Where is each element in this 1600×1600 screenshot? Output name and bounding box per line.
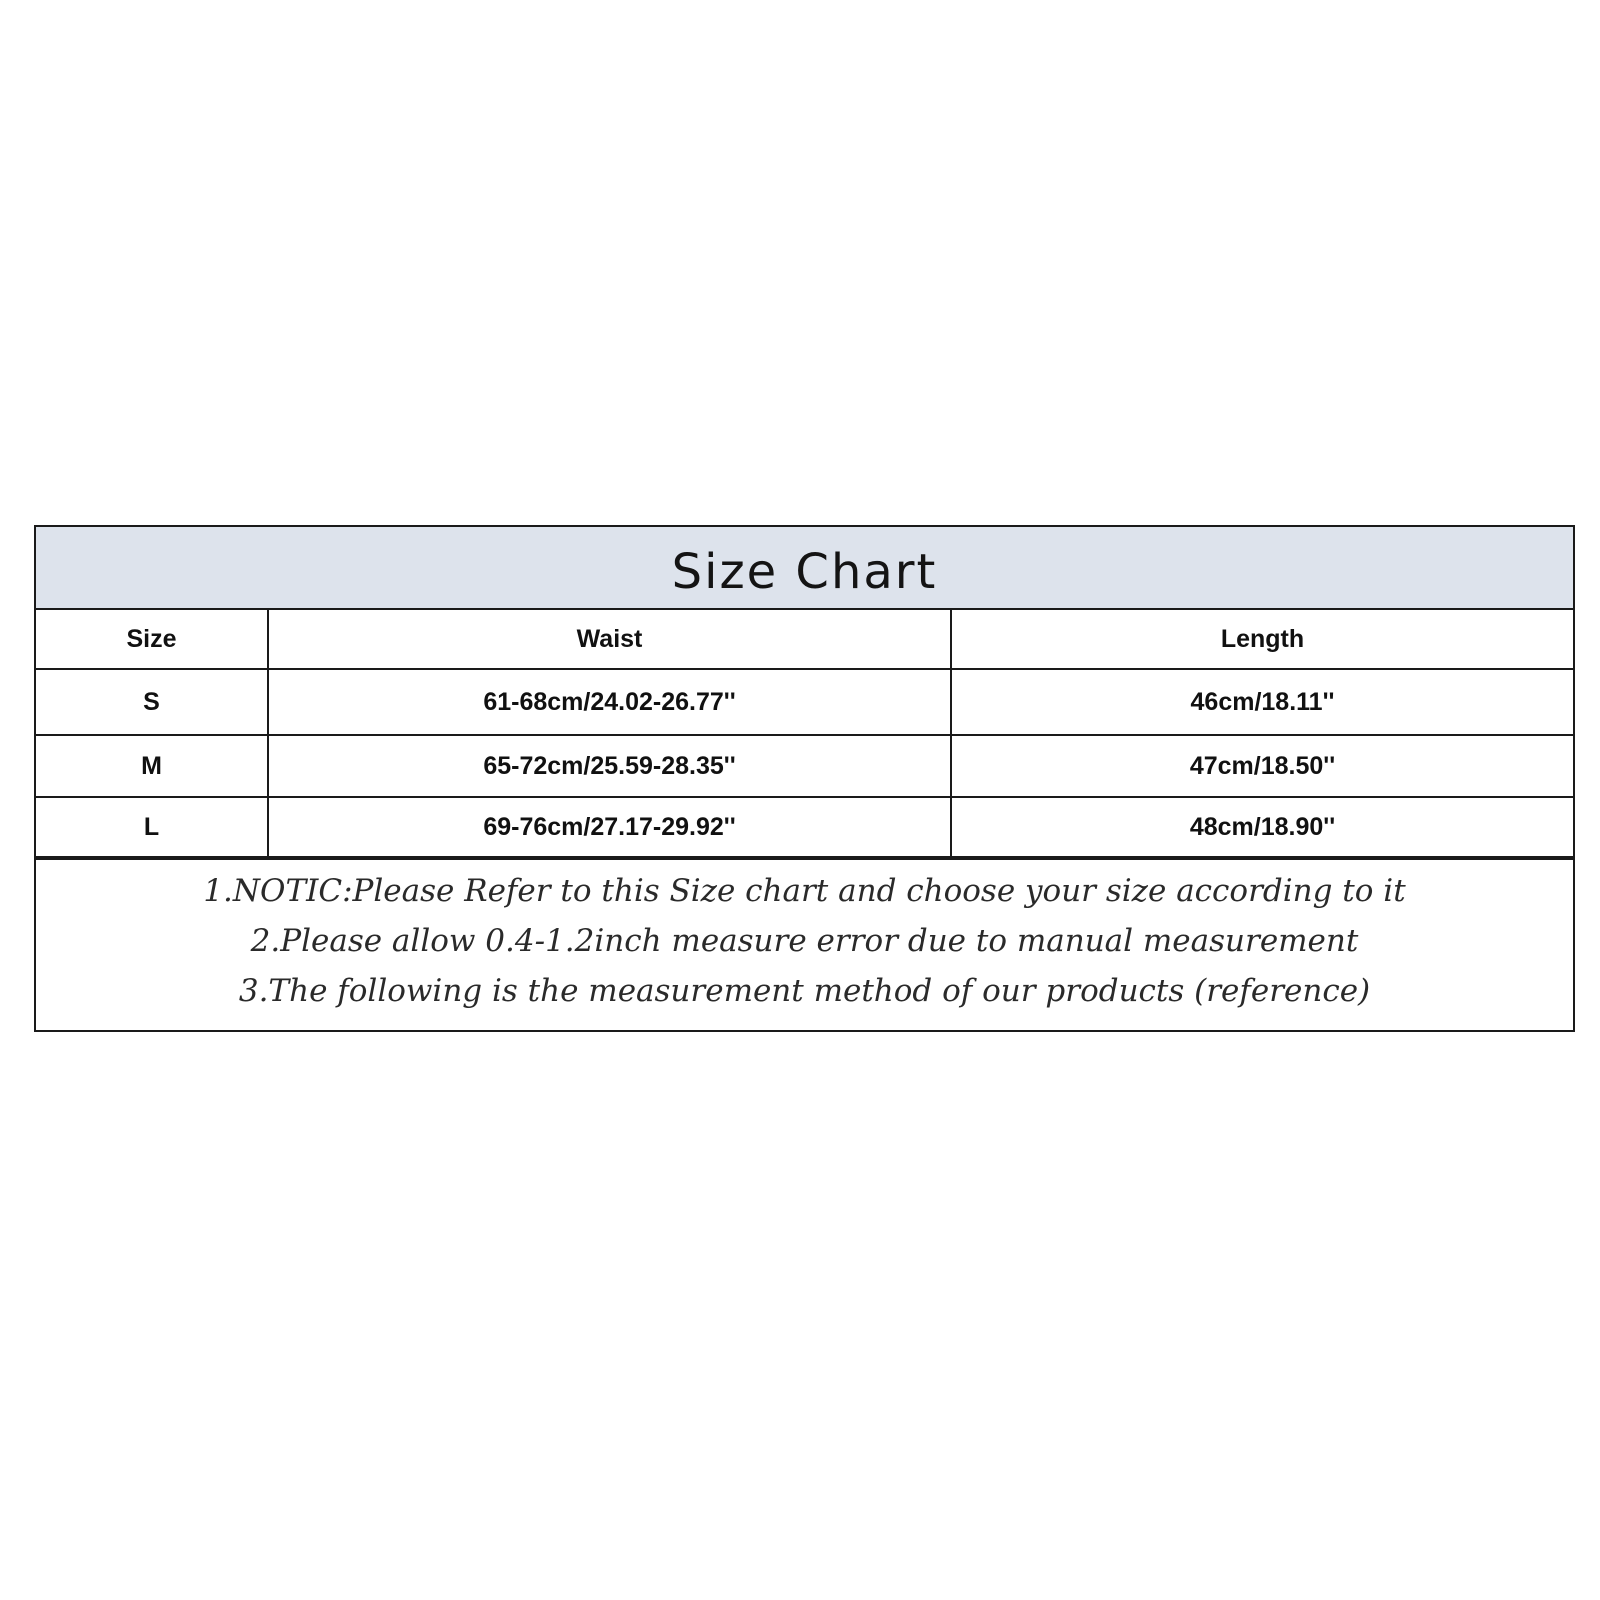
header-length: Length (951, 610, 1573, 669)
size-cell: M (36, 735, 268, 797)
size-cell: L (36, 797, 268, 857)
table-row (36, 735, 1573, 797)
header-size: Size (36, 610, 268, 669)
length-cell: 48cm/18.90'' (951, 797, 1573, 857)
chart-title: Size Chart (671, 543, 938, 600)
size-table (36, 610, 1573, 858)
table-header-row (36, 610, 1573, 669)
table-row (36, 797, 1573, 857)
title-bar (36, 527, 1573, 610)
note-line-3: 3.The following is the measurement method of our products (reference) (238, 973, 1371, 1009)
waist-cell: 65-72cm/25.59-28.35'' (268, 735, 951, 797)
waist-cell: 69-76cm/27.17-29.92'' (268, 797, 951, 857)
size-chart (34, 525, 1575, 1032)
note-line-1: 1.NOTIC:Please Refer to this Size chart and choose your size according to it (203, 873, 1406, 909)
notes-section (36, 858, 1573, 1030)
length-cell: 46cm/18.11'' (951, 669, 1573, 735)
note-line-2: 2.Please allow 0.4-1.2inch measure error due to manual measurement (250, 923, 1359, 959)
size-cell: S (36, 669, 268, 735)
length-cell: 47cm/18.50'' (951, 735, 1573, 797)
table-row (36, 669, 1573, 735)
header-waist: Waist (268, 610, 951, 669)
waist-cell: 61-68cm/24.02-26.77'' (268, 669, 951, 735)
